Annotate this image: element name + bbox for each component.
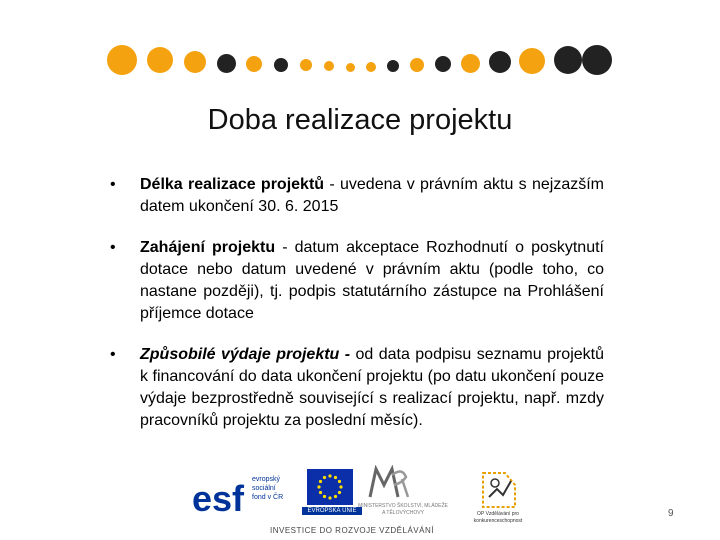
op-vk-logo-icon [475, 467, 521, 513]
esf-caption: evropský sociální fond v ČR [252, 476, 284, 501]
funding-logos-bar [190, 463, 540, 540]
decorative-dot [387, 60, 399, 72]
bullet-marker: • [110, 346, 116, 363]
decorative-dot [184, 51, 206, 73]
slide-title: Doba realizace projektu [207, 104, 513, 136]
eu-star-icon [328, 496, 331, 499]
msmt-caption: MINISTERSTVO ŠKOLSTVÍ, MLÁDEŽE A TĚLOVÝCHOVY [358, 503, 448, 516]
decorative-dot [246, 56, 262, 72]
bullet-list [104, 174, 604, 451]
decorative-dot [554, 46, 582, 74]
eu-star-icon [334, 495, 337, 498]
bullet-item-duration [104, 174, 604, 218]
bullet-text: - uvedena v právním aktu s nejzazším datem ukončení 30. 6. 2015 [140, 176, 604, 215]
eu-star-icon [338, 480, 341, 483]
decorative-dots-row [0, 0, 720, 100]
bullet-text: - datum akceptace Rozhodnutí o poskytnutí dotace nebo datum uvedené v právním aktu (podle toho, co nastane později), tj. podpis statutárního zástupce na Prohlášení příjemce dotace [140, 239, 604, 322]
eu-star-icon [338, 491, 341, 494]
decorative-dot [582, 45, 612, 75]
eu-star-icon [319, 491, 322, 494]
decorative-dot [300, 59, 312, 71]
esf-logo-icon [192, 471, 248, 517]
eu-caption: EVROPSKÁ UNIE [302, 507, 362, 515]
decorative-dot [147, 47, 173, 73]
decorative-dot [324, 61, 334, 71]
eu-star-icon [328, 474, 331, 477]
bullet-item-start [104, 237, 604, 325]
decorative-dot [217, 54, 236, 73]
page-number: 9 [668, 508, 674, 519]
invest-slogan: INVESTICE DO ROZVOJE VZDĚLÁVÁNÍ [270, 526, 434, 535]
decorative-dot [489, 51, 511, 73]
eu-star-icon [319, 480, 322, 483]
bullet-item-eligible-costs [104, 344, 604, 432]
bullet-text: od data podpisu seznamu projektů k financování do data ukončení projektu (po datu ukončení pouze výdaje bezprostředně související s realizací projektu, např. mzdy pracovníků projektu za poslední měsíc). [140, 346, 604, 429]
eu-flag-icon [307, 469, 353, 505]
svg-text:esf: esf [192, 478, 245, 517]
eu-star-icon [339, 485, 342, 488]
decorative-dot [274, 58, 288, 72]
op-caption: OP Vzdělávání pro konkurenceschopnost [473, 511, 523, 524]
eu-star-icon [323, 495, 326, 498]
decorative-dot [519, 48, 545, 74]
eu-star-icon [317, 485, 320, 488]
eu-star-icon [334, 476, 337, 479]
bullet-marker: • [110, 176, 116, 193]
bullet-marker: • [110, 239, 116, 256]
decorative-dot [461, 54, 480, 73]
bullet-heading: Zahájení projektu [140, 239, 276, 256]
decorative-dot [435, 56, 451, 72]
bullet-heading: Způsobilé výdaje projektu - [140, 346, 351, 363]
decorative-dot [366, 62, 376, 72]
bullet-heading: Délka realizace projektů [140, 176, 325, 193]
decorative-dot [410, 58, 424, 72]
decorative-dot [107, 45, 137, 75]
eu-star-icon [323, 476, 326, 479]
decorative-dot [346, 63, 355, 72]
msmt-logo-icon [362, 465, 420, 501]
